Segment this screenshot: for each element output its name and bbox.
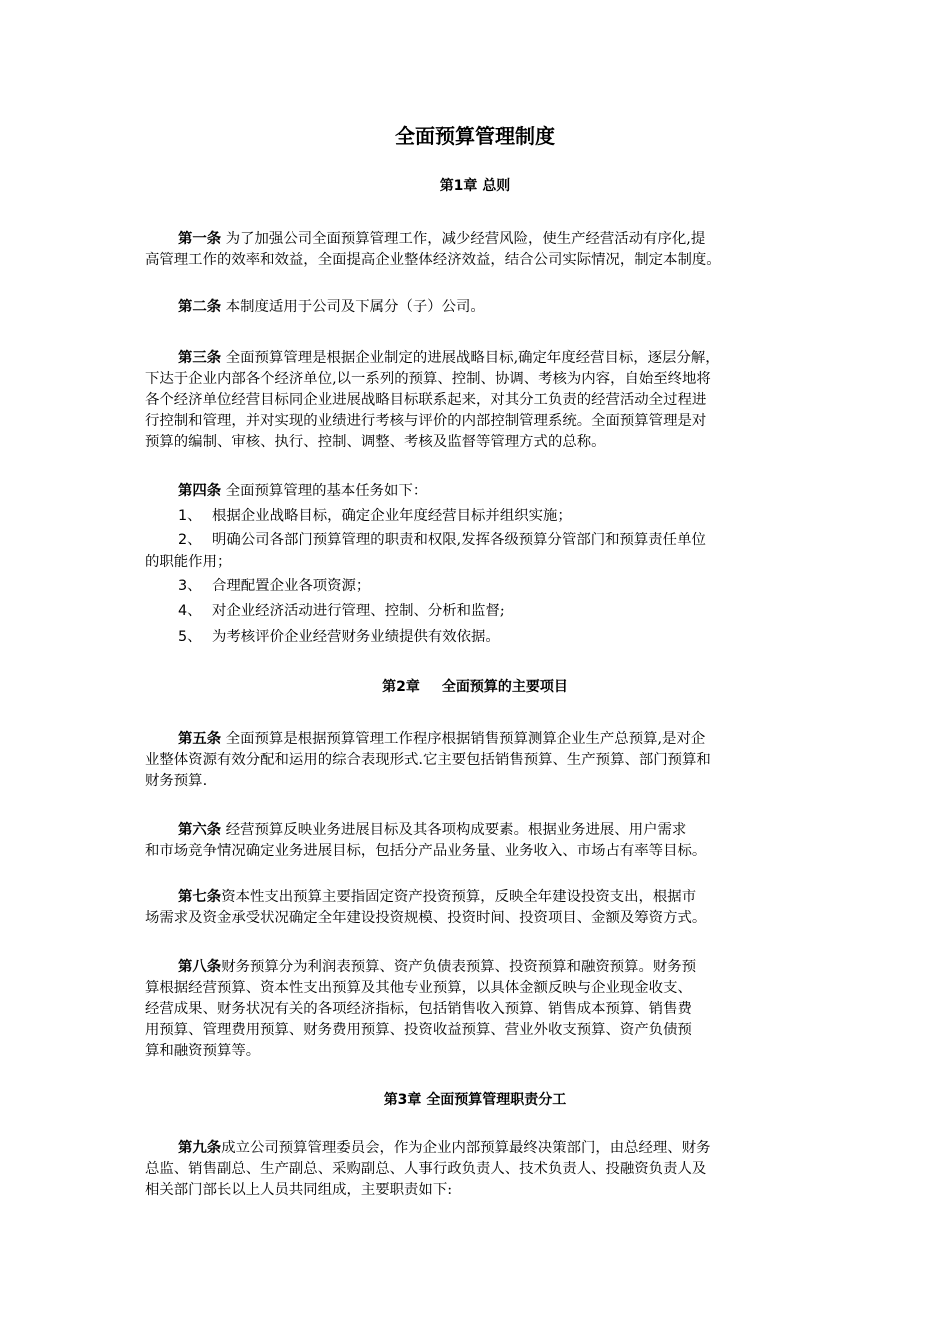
article-text: 资本性支出预算主要指固定资产投资预算，反映全年建设投资支出，根据市 [221,889,697,905]
list-item [178,576,370,597]
list-item-text: 根据企业战略目标，确定企业年度经营目标并组织实施； [212,508,572,524]
article-label: 第八条 [178,959,222,975]
article-text: 本制度适用于公司及下属分（子）公司。 [221,299,485,315]
chapter-name: 总则 [482,178,511,194]
article-label: 第四条 [178,483,222,499]
chapter-number: 第2章 [382,679,420,695]
list-item-text: 的职能作用； [145,554,232,570]
article-text: 算根据经营预算、资本性支出预算及其他专业预算，以具体金额反映与企业现金收支、 [145,980,692,996]
chapter-name: 全面预算管理职责分工 [426,1092,567,1108]
list-item [178,601,505,622]
article-text: 下达于企业内部各个经济单位,以一系列的预算、控制、协调、考核为内容，自始至终地将 [145,371,711,387]
list-item [178,530,706,551]
article-5 [145,729,825,792]
article-text: 行控制和管理，并对实现的业绩进行考核与评价的内部控制管理系统。全面预算管理是对 [145,413,707,429]
article-label: 第一条 [178,231,222,247]
chapter-heading-1 [0,176,950,196]
list-item-text: 合理配置企业各项资源； [212,578,371,594]
list-item-continuation [145,552,825,573]
list-item-number: 1、 [178,508,202,524]
article-text: 财务预算分为利润表预算、资产负债表预算、投资预算和融资预算。财务预 [221,959,697,975]
article-label: 第六条 [178,822,222,838]
article-label: 第二条 [178,299,222,315]
list-item [178,506,572,527]
article-text: 全面预算是根据预算管理工作程序根据销售预算测算企业生产总预算,是对企 [221,731,706,747]
article-text: 为了加强公司全面预算管理工作，减少经营风险，使生产经营活动有序化,提 [221,231,706,247]
article-7 [145,887,825,929]
article-text: 总监、销售副总、生产副总、采购副总、人事行政负责人、技术负责人、投融资负责人及 [145,1161,707,1177]
article-text: 相关部门部长以上人员共同组成，主要职责如下: [145,1182,453,1198]
chapter-name: 全面预算的主要项目 [441,679,568,695]
article-text: 用预算、管理费用预算、财务费用预算、投资收益预算、营业外收支预算、资产负债预 [145,1022,692,1038]
list-item-number: 3、 [178,578,202,594]
article-text: 经营成果、财务状况有关的各项经济指标，包括销售收入预算、销售成本预算、销售费 [145,1001,692,1017]
article-text: 预算的编制、审核、执行、控制、调整、考核及监督等管理方式的总称。 [145,434,606,450]
chapter-number: 第1章 [439,178,478,194]
list-item-number: 2、 [178,532,202,548]
article-text: 场需求及资金承受状况确定全年建设投资规模、投资时间、投资项目、金额及筹资方式。 [145,910,707,926]
article-text: 各个经济单位经营目标同企业进展战略目标联系起来，对其分工负责的经营活动全过程进 [145,392,707,408]
article-label: 第三条 [178,350,222,366]
article-text: 高管理工作的效率和效益，全面提高企业整体经济效益，结合公司实际情况，制定本制度。 [145,252,721,268]
list-item-text: 明确公司各部门预算管理的职责和权限,发挥各级预算分管部门和预算责任单位 [212,532,706,548]
article-text: 算和融资预算等。 [145,1043,261,1059]
article-label: 第七条 [178,889,222,905]
chapter-heading-2 [0,677,950,697]
chapter-heading-3 [0,1090,950,1110]
list-item [178,627,500,648]
article-1 [145,229,825,271]
article-text: 和市场竞争情况确定业务进展目标，包括分产品业务量、业务收入、市场占有率等目标。 [145,843,707,859]
article-text: 业整体资源有效分配和运用的综合表现形式.它主要包括销售预算、生产预算、部门预算和 [145,752,711,768]
article-text: 全面预算管理是根据企业制定的进展战略目标,确定年度经营目标，逐层分解， [221,350,720,366]
article-text: 财务预算. [145,773,208,789]
article-8 [145,957,825,1062]
article-label: 第九条 [178,1140,222,1156]
article-text: 全面预算管理的基本任务如下： [221,483,428,499]
list-item-text: 为考核评价企业经营财务业绩提供有效依据。 [212,629,500,645]
article-text: 成立公司预算管理委员会，作为企业内部预算最终决策部门，由总经理、财务 [221,1140,711,1156]
article-label: 第五条 [178,731,222,747]
article-4 [145,481,825,502]
article-3 [145,348,825,453]
list-item-number: 4、 [178,603,202,619]
article-9 [145,1138,825,1201]
list-item-text: 对企业经济活动进行管理、控制、分析和监督; [212,603,505,619]
article-6 [145,820,825,862]
article-2 [145,297,825,318]
article-text: 经营预算反映业务进展目标及其各项构成要素。根据业务进展、用户需求 [221,822,687,838]
list-item-number: 5、 [178,629,202,645]
chapter-number: 第3章 [383,1092,422,1108]
document-title: 全面预算管理制度 [395,124,555,148]
